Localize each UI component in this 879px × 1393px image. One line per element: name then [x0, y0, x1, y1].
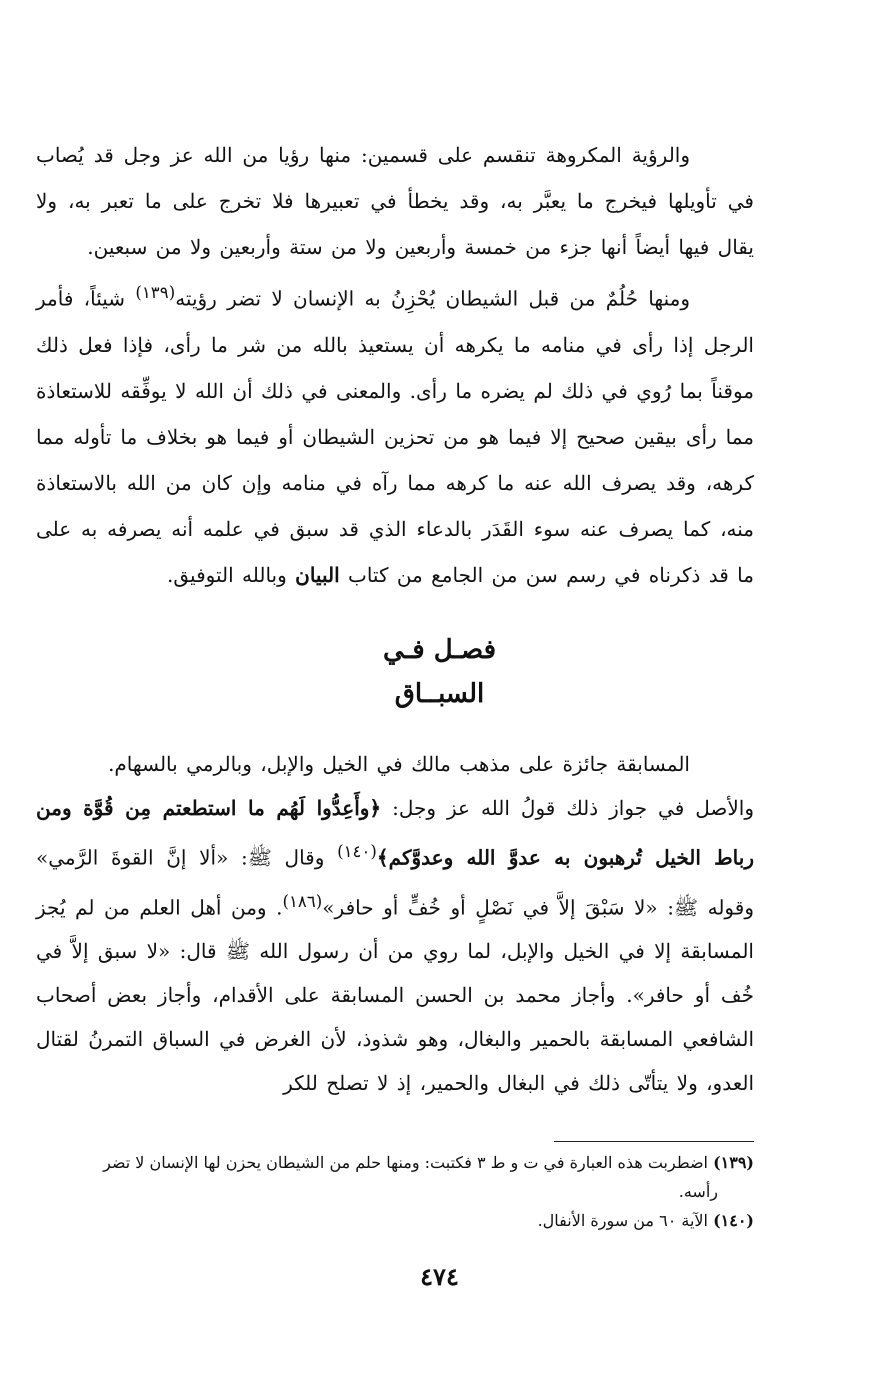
- footnote-divider: [554, 1141, 754, 1142]
- footnote-number: (١٣٩): [713, 1153, 754, 1172]
- section-heading: [0, 628, 879, 716]
- paragraph-segment: ومنها حُلُمٌ من قبل الشيطان يُحْزِنُ به الإنسان لا تضر رؤيته: [175, 286, 690, 311]
- book-title-bayan: البيان: [295, 562, 340, 587]
- page-number: ٤٧٤: [420, 1262, 459, 1291]
- section-intro: المسابقة جائزة على مذهب مالك في الخيل والإبل، وبالرمي بالسهام.: [108, 752, 690, 776]
- footnote-ref-186: (١٨٦): [282, 891, 323, 911]
- section-heading-line1: فصـل فـي: [382, 635, 497, 665]
- paragraph-text: [36, 270, 754, 598]
- quran-verse: ﴿وأَعِدُّوا لَهُم ما استطعتم مِن قُوَّة ومن رباط الخيل تُرهبون به عدوَّ الله وعدوَّكم﴾: [36, 796, 754, 870]
- paragraph-segment: وبالله التوفيق.: [167, 562, 296, 587]
- footnote-140: [36, 1206, 754, 1235]
- footnote-139: [36, 1148, 754, 1177]
- paragraph-bad-dream: [36, 270, 754, 598]
- section-paragraph: [36, 786, 754, 1105]
- footnote-text: اضطربت هذه العبارة في ت و ط ٣ فكتبت: ومنها حلم من الشيطان يحزن لها الإنسان لا تضر: [103, 1153, 714, 1172]
- footnotes: [36, 1148, 754, 1235]
- paragraph-segment: . ومن أهل العلم من لم يُجز المسابقة إلا في الخيل والإبل، لما روي من أن رسول الله ﷺ قال: «لا سبق إلاَّ في خُف أو حافر». وأجاز محمد بن الحسن المسابقة على الأقدام، وأجاز بعض أصحاب الشافعي المسابقة بالحمير والبغال، وهو شذوذ، لأن الغرض في السباق التمرنُ لقتال العدو، ولا يتأتّى ذلك في البغال والحمير، إذ لا تصلح للكر: [36, 895, 754, 1096]
- section-body: [36, 742, 754, 1105]
- footnote-number: (١٤٠): [713, 1211, 754, 1230]
- footnote-text: الآية ٦٠ من سورة الأنفال.: [537, 1211, 714, 1230]
- paragraph-segment: والأصل في جواز ذلك قولُ الله عز وجل:: [381, 796, 754, 820]
- footnote-ref-139: (١٣٩): [135, 283, 176, 302]
- paragraph-segment: وقال ﷺ: «ألا إنَّ القوةَ الرَّمي» وقوله ﷺ: «لا سَبْقَ إلاَّ في نَصْلٍ أو خُفٍّ أو حافر»: [36, 845, 754, 920]
- footnote-ref-140: (١٤٠): [337, 842, 377, 861]
- paragraph-segment: شيئاً، فأمر الرجل إذا رأى في منامه ما يكرهه أن يستعيذ بالله من شر ما رأى، فإذا فعل ذلك موقناً بما رُوي في ذلك لم يضره ما رأى. والمعنى في ذلك أن الله لا يوفِّقه للاستعاذة مما رأى بيقين صحيح إلا فيما هو من تحزين الشيطان أو فيما هو بخلاف ما تأوله مما كرهه، وقد يصرف الله عنه ما كرهه مما رآه في منامه وإن كان من الله بالاستعاذة منه، كما يصرف عنه سوء القَدَر بالدعاء الذي قد سبق في علمه أنه يصرفه به على ما قد ذكرناه في رسم سن من الجامع من كتاب: [36, 286, 754, 587]
- section-heading-line2: السبــاق: [394, 679, 485, 709]
- paragraph-dream-types: [36, 132, 754, 270]
- footnote-139-continuation: رأسه.: [678, 1182, 718, 1201]
- paragraph-text: والرؤية المكروهة تنقسم على قسمين: منها رؤيا من الله عز وجل قد يُصاب في تأويلها فيخرج ما يعبَّر به، وقد يخطأ في تعبيرها فلا تخرج على ما تعبر به، ولا يقال فيها أيضاً أنها جزء من خمسة وأربعين ولا من ستة وأربعين ولا من سبعين.: [36, 143, 754, 259]
